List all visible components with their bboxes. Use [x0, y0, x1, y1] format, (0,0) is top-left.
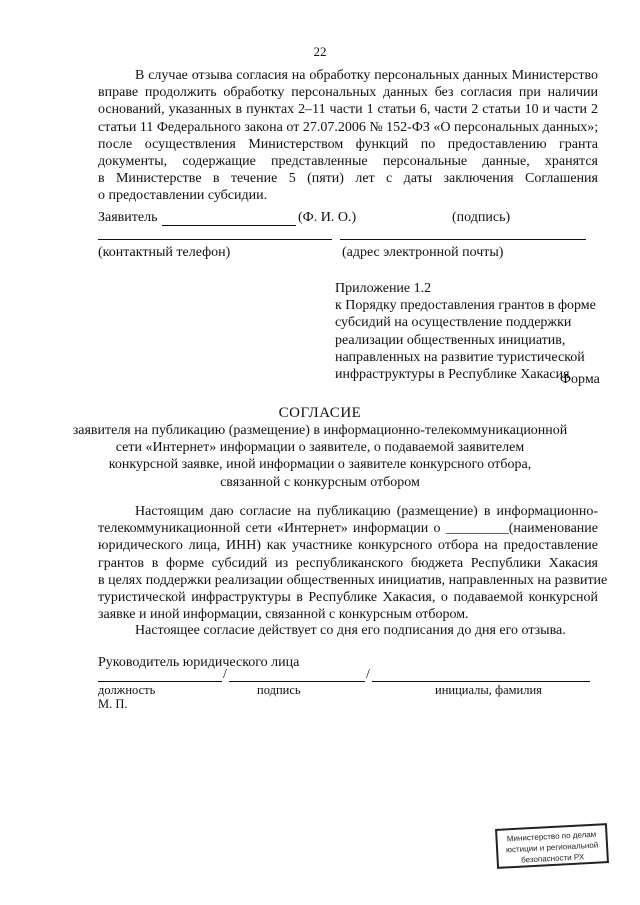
appendix-line: направленных на развитие туристической — [335, 349, 585, 365]
validity-paragraph: Настоящее согласие действует со дня его подписания до дня его отзыва. — [135, 623, 566, 638]
appendix-line: инфраструктуры в Республике Хакасия — [335, 367, 570, 383]
subtitle-line: сети «Интернет» информации о заявителе, о подаваемой заявителем — [115, 440, 525, 456]
stamp-line: юстиции и региональной — [505, 840, 599, 855]
phone-caption: (контактный телефон) — [98, 245, 231, 260]
position-line — [98, 681, 222, 682]
appendix-line: Приложение 1.2 — [335, 281, 432, 296]
page-number: 22 — [313, 44, 327, 59]
paragraph-line: документы, содержащие представленные персональные данные, хранятся — [98, 154, 598, 170]
email-caption: (адрес электронной почты) — [342, 245, 504, 260]
document-title: СОГЛАСИЕ — [278, 405, 362, 421]
subtitle-line: конкурсной заявке, иной информации о заявителе конкурсного отбора, — [108, 457, 532, 473]
paragraph-line: в целях поддержки реализации общественных инициатив, направленных на развитие — [98, 572, 608, 588]
position-caption: должность — [98, 683, 156, 697]
paragraph-line: грантов в форме субсидий из республиканского бюджета Республики Хакасия — [98, 555, 598, 571]
paragraph-line: юридического лица, ИНН) как участнике конкурсного отбора на предоставление — [98, 538, 598, 554]
paragraph-line: заявке и иной информации, связанной с конкурсным отбором. — [98, 607, 469, 623]
subtitle-line: заявителя на публикацию (размещение) в информационно-телекоммуникационной — [72, 423, 568, 438]
appendix-line: реализации общественных инициатив, — [335, 332, 566, 348]
slash-separator: / — [366, 667, 370, 682]
slash-separator: / — [223, 667, 227, 682]
seal-place-caption: М. П. — [98, 697, 128, 711]
email-line — [340, 239, 586, 240]
ministry-stamp — [495, 823, 609, 869]
stamp-line: Министерство по делам — [506, 829, 597, 844]
paragraph-line: статьи 11 Федерального закона от 27.07.2006 № 152-ФЗ «О персональных данных»; — [98, 119, 599, 135]
applicant-signature-caption: (подпись) — [452, 210, 511, 225]
signature-line — [229, 681, 365, 682]
appendix-header — [335, 280, 596, 383]
paragraph-line: о предоставлении субсидии. — [98, 188, 268, 204]
paragraph-line: после осуществления Министерством функций по предоставлению гранта — [98, 136, 598, 152]
paragraph-line: Настоящим даю согласие на публикацию (размещение) в информационно- — [135, 504, 598, 519]
paragraph-line: телекоммуникационной сети «Интернет» информации о _________(наименование — [98, 521, 598, 537]
paragraph-line: оснований, указанных в пунктах 2–11 части 1 статьи 6, части 2 статьи 10 и части 2 — [98, 102, 598, 118]
document-subtitle — [0, 422, 640, 491]
initials-caption: инициалы, фамилия — [435, 683, 542, 697]
initials-line — [372, 681, 590, 682]
appendix-line: субсидий на осуществление поддержки — [335, 315, 572, 331]
subtitle-line: связанной с конкурсным отбором — [220, 474, 420, 490]
stamp-line: безопасности РХ — [520, 852, 585, 865]
consent-paragraph — [98, 503, 608, 623]
signature-caption: подпись — [257, 683, 301, 697]
consent-withdrawal-paragraph — [98, 67, 598, 205]
form-label: Форма — [560, 372, 600, 387]
appendix-line: к Порядку предоставления грантов в форме — [335, 298, 596, 314]
applicant-label: Заявитель — [98, 210, 158, 225]
head-of-entity-label: Руководитель юридического лица — [98, 655, 300, 670]
applicant-name-line — [162, 225, 296, 226]
phone-line — [98, 239, 332, 240]
paragraph-line: вправе продолжить обработку персональных данных без согласия при наличии — [98, 85, 598, 101]
paragraph-line: туристической инфраструктуры в Республике Хакасия, о подаваемой конкурсной — [98, 590, 598, 606]
paragraph-line: В случае отзыва согласия на обработку персональных данных Министерство — [135, 68, 598, 83]
applicant-fio-caption: (Ф. И. О.) — [298, 210, 357, 225]
paragraph-line: в Министерстве в течение 5 (пяти) лет с даты заключения Соглашения — [98, 171, 598, 187]
